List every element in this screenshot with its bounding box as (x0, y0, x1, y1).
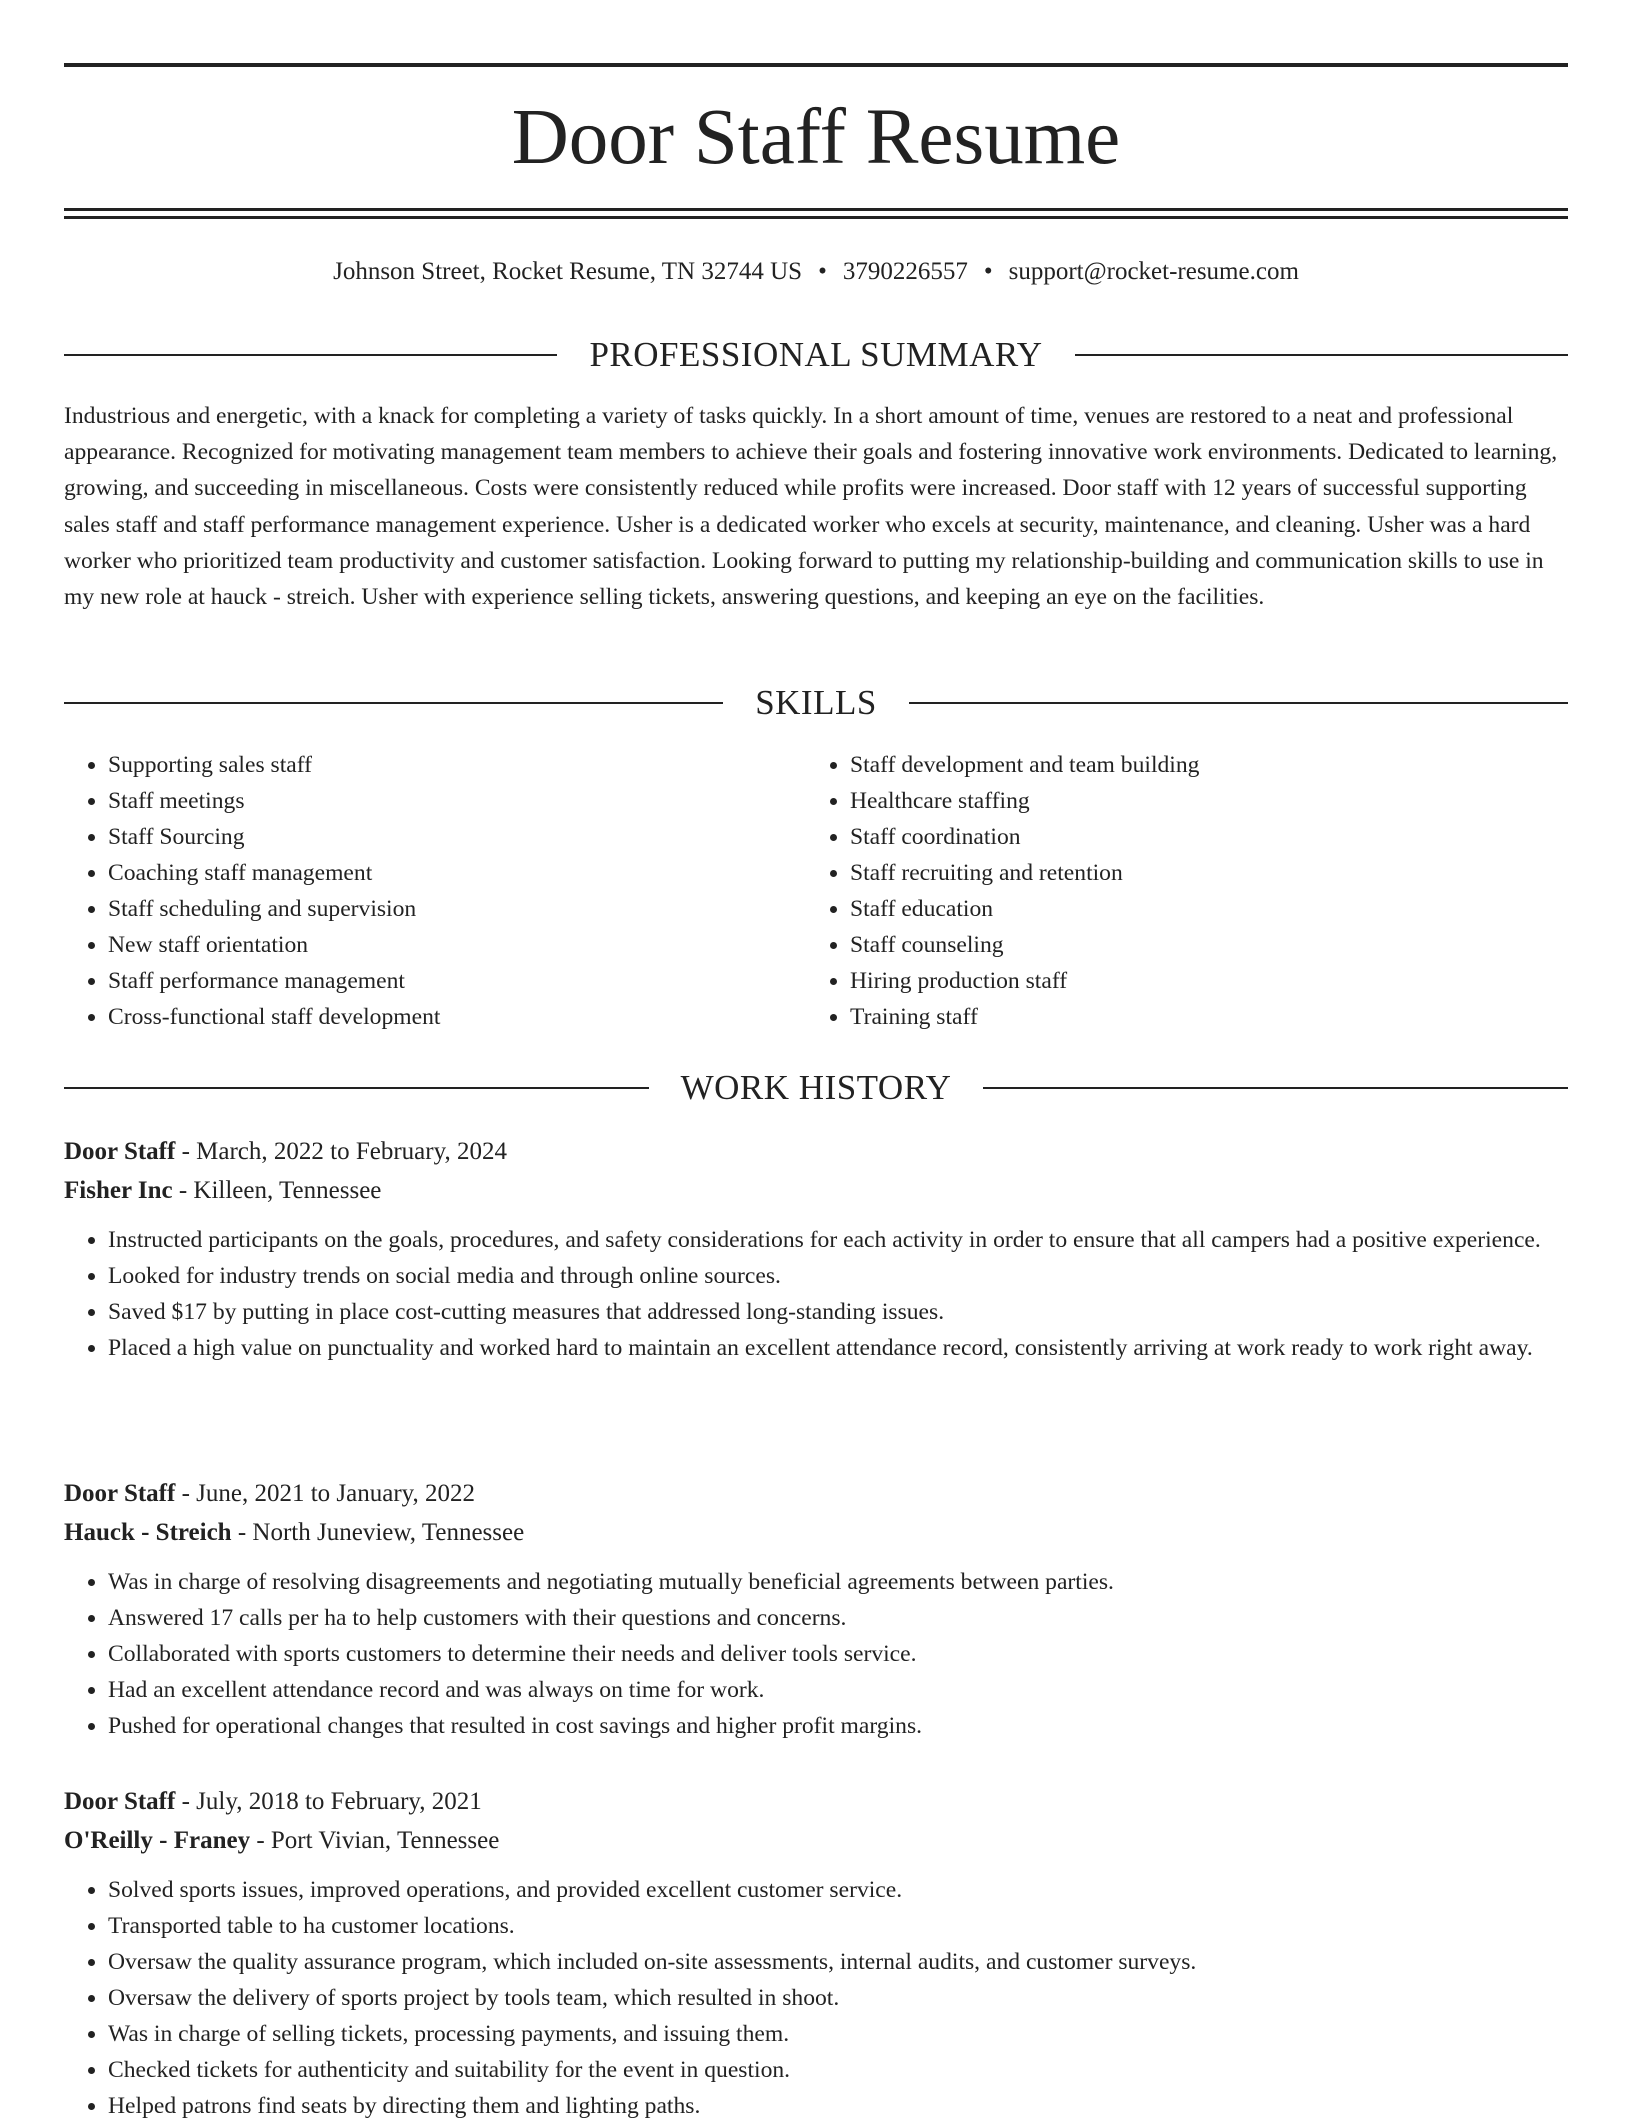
contact-separator: • (983, 258, 993, 285)
job-title-line (64, 1474, 1568, 1513)
skills-column-right (806, 747, 1548, 1035)
skill-item: • Hiring production staff (850, 963, 1548, 999)
job-location: - Killeen, Tennessee (172, 1177, 382, 1204)
contact-separator: • (818, 258, 827, 285)
work-heading: WORK HISTORY (680, 1068, 952, 1107)
job-title: Door Staff (64, 1480, 176, 1507)
job-duties (64, 1872, 1568, 2124)
job-duty: • Instructed participants on the goals, procedures, and safety considerations for each activity in order to ensure that all campers had a positive experience. (108, 1222, 1568, 1258)
skill-item: • Staff meetings (108, 783, 806, 819)
job-title-line (64, 1132, 1568, 1171)
skill-item: • Staff coordination (850, 819, 1548, 855)
summary-heading: PROFESSIONAL SUMMARY (589, 335, 1043, 374)
job-company-line (64, 1171, 1568, 1210)
title-double-rule (64, 208, 1568, 219)
summary-section-heading (64, 333, 1568, 377)
job-duty: • Placed a high value on punctuality and worked hard to maintain an excellent attendance record, consistently arriving at work ready to work right away. (108, 1330, 1568, 1366)
job-duty: • Checked tickets for authenticity and suitability for the event in question. (108, 2052, 1568, 2088)
job-duty: • Answered 17 calls per ha to help customers with their questions and concerns. (108, 1600, 1568, 1636)
job-company: O'Reilly - Franey (64, 1827, 251, 1854)
contact-phone: 3790226557 (842, 258, 968, 285)
job-dates: - March, 2022 to February, 2024 (175, 1138, 507, 1165)
contact-email: support@rocket-resume.com (1008, 258, 1299, 285)
skill-item: • Staff Sourcing (108, 819, 806, 855)
job-company-line (64, 1513, 1568, 1552)
heading-rule-left (64, 354, 557, 356)
skill-item: • Staff counseling (850, 927, 1548, 963)
job-duty: • Collaborated with sports customers to determine their needs and deliver tools service. (108, 1636, 1568, 1672)
job-company-line (64, 1821, 1568, 1860)
job-dates: - June, 2021 to January, 2022 (175, 1480, 476, 1507)
heading-rule-left (64, 702, 723, 704)
job-title-line (64, 1782, 1568, 1821)
top-rule (64, 63, 1568, 67)
job-entry (64, 1782, 1568, 2124)
job-company: Hauck - Streich (64, 1519, 232, 1546)
job-duties (64, 1222, 1568, 1366)
skill-item: • Coaching staff management (108, 855, 806, 891)
skill-item: • Training staff (850, 999, 1548, 1035)
heading-rule-right (983, 1087, 1568, 1089)
heading-rule-left (64, 1087, 649, 1089)
job-duties (64, 1564, 1568, 1744)
job-duty: • Oversaw the quality assurance program, which included on-site assessments, internal audits, and customer surveys. (108, 1944, 1568, 1980)
skill-item: • Cross-functional staff development (108, 999, 806, 1035)
job-duty: • Was in charge of selling tickets, processing payments, and issuing them. (108, 2016, 1568, 2052)
job-entry (64, 1132, 1568, 1366)
job-duty: • Solved sports issues, improved operations, and provided excellent customer service. (108, 1872, 1568, 1908)
job-entry (64, 1474, 1568, 1744)
summary-paragraph: Industrious and energetic, with a knack for completing a variety of tasks quickly. In a short amount of time, venues are restored to a neat and professional appearance. Recognized for motivating management team members to achieve their goals and fostering innovative work environments. Dedicated to learning, growing, and succeeding in miscellaneous. Costs were consistently reduced while profits were increased. Door staff with 12 years of successful supporting sales staff and staff performance management experience. Usher is a dedicated worker who excels at security, maintenance, and cleaning. Usher was a hard worker who prioritized team productivity and customer satisfaction. Looking forward to putting my relationship-building and communication skills to use in my new role at hauck - streich. Usher with experience selling tickets, answering questions, and keeping an eye on the facilities. (64, 403, 1558, 611)
skill-item: • Healthcare staffing (850, 783, 1548, 819)
job-duty: • Pushed for operational changes that resulted in cost savings and higher profit margins. (108, 1708, 1568, 1744)
skills-list (64, 747, 1568, 1035)
job-duty: • Oversaw the delivery of sports project by tools team, which resulted in shoot. (108, 1980, 1568, 2016)
skills-column-left (64, 747, 806, 1035)
heading-rule-right (909, 702, 1568, 704)
job-company: Fisher Inc (64, 1177, 173, 1204)
work-section-heading (64, 1066, 1568, 1110)
skill-item: • Staff development and team building (850, 747, 1548, 783)
skill-item: • Staff performance management (108, 963, 806, 999)
skill-item: • Staff education (850, 891, 1548, 927)
skill-item: • Supporting sales staff (108, 747, 806, 783)
job-duty: • Transported table to ha customer locations. (108, 1908, 1568, 1944)
job-location: - North Juneview, Tennessee (231, 1519, 525, 1546)
job-duty: • Had an excellent attendance record and was always on time for work. (108, 1672, 1568, 1708)
skill-item: • New staff orientation (108, 927, 806, 963)
resume-title: Door Staff Resume (511, 94, 1121, 181)
job-title: Door Staff (64, 1788, 176, 1815)
job-location: - Port Vivian, Tennessee (250, 1827, 500, 1854)
skills-section-heading (64, 681, 1568, 725)
job-duty: • Was in charge of resolving disagreements and negotiating mutually beneficial agreements between parties. (108, 1564, 1568, 1600)
skill-item: • Staff scheduling and supervision (108, 891, 806, 927)
job-dates: - July, 2018 to February, 2021 (175, 1788, 482, 1815)
job-duty: • Helped patrons find seats by directing them and lighting paths. (108, 2088, 1568, 2124)
skill-item: • Staff recruiting and retention (850, 855, 1548, 891)
job-title: Door Staff (64, 1138, 176, 1165)
contact-address: Johnson Street, Rocket Resume, TN 32744 US (333, 258, 803, 285)
job-duty: • Looked for industry trends on social media and through online sources. (108, 1258, 1568, 1294)
heading-rule-right (1075, 354, 1568, 356)
skills-heading: SKILLS (755, 683, 877, 722)
job-duty: • Saved $17 by putting in place cost-cutting measures that addressed long-standing issues. (108, 1294, 1568, 1330)
contact-line (64, 252, 1568, 292)
